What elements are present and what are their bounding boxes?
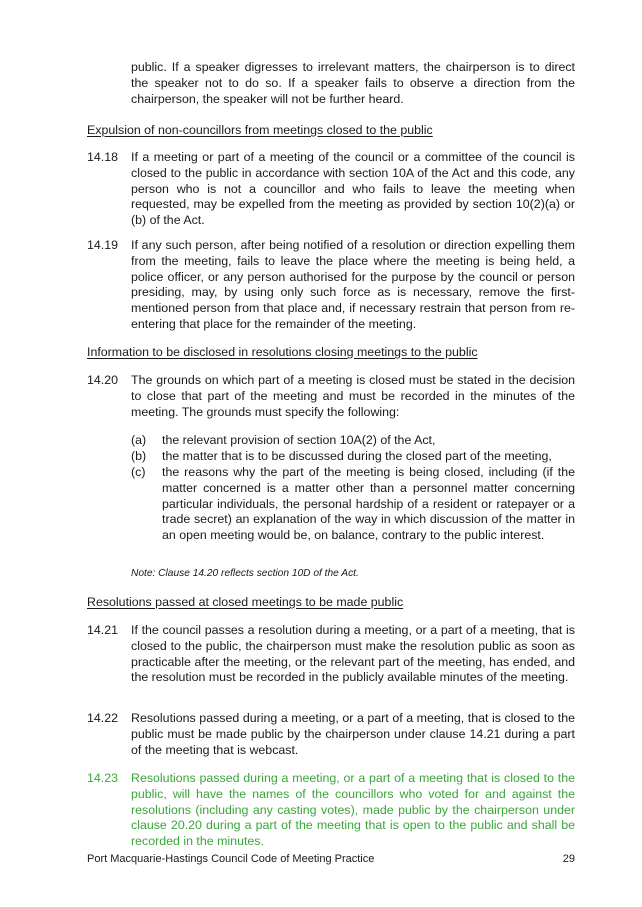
clause-14-18 (87, 150, 575, 229)
page-number: 29 (562, 853, 575, 865)
subitem-letter: (b) (131, 449, 147, 463)
clause-number: 14.20 (87, 373, 119, 387)
section-heading-expulsion: Expulsion of non-councillors from meetings closed to the public (87, 123, 433, 137)
clause-text: The grounds on which part of a meeting is closed must be stated in the decision to close that part of the meeting and must be recorded in the minutes of the meeting. The grounds must specify the following: (131, 373, 575, 419)
subitem-text: the matter that is to be discussed during the closed part of the meeting, (162, 449, 552, 463)
clause-note: Note: Clause 14.20 reflects section 10D of the Act. (131, 568, 359, 579)
subitem-a (131, 433, 575, 449)
subitem-c (131, 465, 575, 544)
clause-14-21 (87, 623, 575, 686)
clause-text: If any such person, after being notified of a resolution or direction expelling them from the meeting, fails to leave the place where the meeting is being held, a police officer, or any person authorised for the purpose by the council or person presiding, may, by using only such force as is necessary, remove the first-mentioned person from that place and, if necessary restrain that person from re-entering that place for the remainder of the meeting. (131, 238, 575, 331)
subitem-letter: (c) (131, 465, 146, 479)
clause-text: Resolutions passed during a meeting, or a part of a meeting that is closed to the public, will have the names of the councillors who voted for and against the resolutions (including any casting votes), made public by the chairperson under clause 20.20 during a part of the meeting that is open to the public and shall be recorded in the minutes. (131, 771, 575, 849)
clause-text: If a meeting or part of a meeting of the council or a committee of the council is closed to the public in accordance with section 10A of the Act and this code, any person who is not a councillor and who fails to leave the meeting when requested, may be expelled from the meeting as provided by section 10(2)(a) or (b) of the Act. (131, 150, 575, 228)
clause-14-19 (87, 238, 575, 333)
clause-number: 14.21 (87, 623, 119, 637)
clause-14-20 (87, 373, 575, 420)
clause-number: 14.23 (87, 771, 119, 785)
clause-14-23-amended (87, 771, 575, 850)
clause-number: 14.19 (87, 238, 119, 252)
subitem-text: the reasons why the part of the meeting is being closed, including (if the matter concerned is a matter other than a personnel matter concerning particular individuals, the personal hardship of a resident or ratepayer or a trade secret) an explanation of the way in which discussion of the matter in an open meeting would be, on balance, contrary to the public interest. (162, 465, 575, 543)
clause-text: Resolutions passed during a meeting, or a part of a meeting, that is closed to the public must be made public by the chairperson under clause 14.21 during a part of the meeting that is webcast. (131, 711, 575, 757)
clause-number: 14.22 (87, 711, 119, 725)
subitem-b (131, 449, 575, 465)
clause-number: 14.18 (87, 150, 119, 164)
clause-text: If the council passes a resolution during a meeting, or a part of a meeting, that is closed to the public, the chairperson must make the resolution public as soon as practicable after the meeting, or the relevant part of the meeting, has ended, and the resolution must be recorded in the publicly available minutes of the meeting. (131, 623, 575, 685)
clause-14-22 (87, 711, 575, 758)
footer-title: Port Macquarie-Hastings Council Code of Meeting Practice (87, 853, 375, 865)
section-heading-resolutions: Resolutions passed at closed meetings to be made public (87, 595, 404, 609)
page-footer (87, 852, 575, 866)
continuation-paragraph: public. If a speaker digresses to irrelevant matters, the chairperson is to direct the speaker not to do so. If a speaker fails to observe a direction from the chairperson, the speaker will not be further heard. (131, 60, 575, 106)
subitem-text: the relevant provision of section 10A(2) of the Act, (162, 433, 436, 447)
subitem-letter: (a) (131, 433, 147, 447)
section-heading-information: Information to be disclosed in resolutions closing meetings to the public (87, 345, 478, 359)
